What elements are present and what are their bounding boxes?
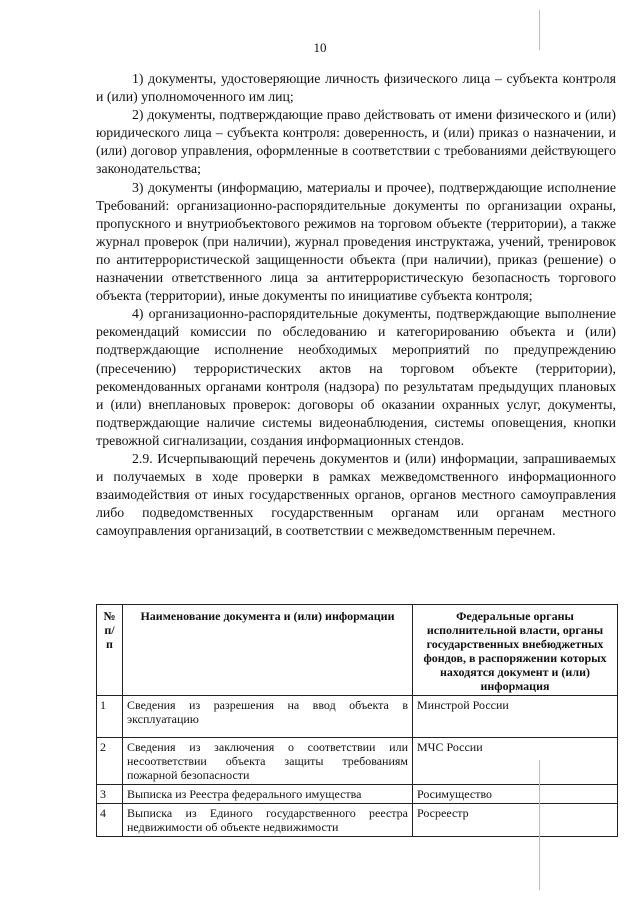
row-number: 2	[97, 738, 123, 785]
row-agency: Минстрой России	[413, 696, 618, 738]
paragraph-item-2: 2) документы, подтверждающие право действовать от имени физического и (или) юридического лица – субъекта контроля: доверенность, и (или) приказ о назначении, и (или) договор управления, оформленные в соответствии с требованиями действующего законодательства;	[96, 107, 616, 177]
header-agency: Федеральные органы исполнительной власти, органы государственных внебюджетных фондов, в распоряжении которых находятся документ и (или) информация	[413, 605, 618, 696]
body-text	[96, 70, 616, 540]
row-agency: Росреестр	[413, 804, 618, 837]
row-document-name: Выписка из Реестра федерального имущества	[123, 785, 413, 804]
scan-artifact-line	[539, 10, 540, 50]
paragraph-item-1: 1) документы, удостоверяющие личность физического лица – субъекта контроля и (или) уполномоченного им лиц;	[96, 71, 616, 105]
scan-artifact-line	[539, 760, 540, 890]
row-number: 3	[97, 785, 123, 804]
row-number: 4	[97, 804, 123, 837]
row-document-name: Выписка из Единого государственного реестра недвижимости об объекте недвижимости	[123, 804, 413, 837]
row-agency: МЧС России	[413, 738, 618, 785]
paragraph-item-4: 4) организационно-распорядительные документы, подтверждающие выполнение рекомендаций комиссии по обследованию и категорированию объекта и (или) подтверждающие исполнение необходимых мероприятий по предупреждению (пресечению) террористических актов на торговом объекте (территории), рекомендованных органами контроля (надзора) по результатам предыдущих плановых и (или) внеплановых проверок: договоры об оказании охранных услуг, документы, подтверждающие наличие системы видеонаблюдения, системы оповещения, кнопки тревожной сигнализации, создания информационных стендов.	[96, 306, 616, 448]
page-number: 10	[313, 40, 327, 55]
table-header-row	[97, 605, 618, 696]
row-number: 1	[97, 696, 123, 738]
row-document-name: Сведения из заключения о соответствии или несоответствии объекта защиты требованиям пожарной безопасности	[123, 738, 413, 785]
row-document-name: Сведения из разрешения на ввод объекта в эксплуатацию	[123, 696, 413, 738]
table-row	[97, 696, 618, 738]
header-number: № п/п	[97, 605, 123, 696]
header-document-name: Наименование документа и (или) информации	[123, 605, 413, 696]
paragraph-2-9: 2.9. Исчерпывающий перечень документов и (или) информации, запрашиваемых и получаемых в ходе проверки в рамках межведомственного информационного взаимодействия от иных государственных органов, органов местного самоуправления либо подведомственных государственным органам или органам местного самоуправления организаций, в соответствии с межведомственным перечнем.	[96, 450, 616, 539]
paragraph-item-3: 3) документы (информацию, материалы и прочее), подтверждающие исполнение Требований: организационно-распорядительные документы по организации охраны, пропускного и внутриобъектового режимов на торговом объекте (территории), а также журнал проверок (при наличии), журнал проведения инструктажа, учений, тренировок по антитеррористической защищенности объекта (при наличии), приказ (решение) о назначении ответственного лица за антитеррористическую безопасность торгового объекта (территории), иные документы по инициативе субъекта контроля;	[96, 179, 616, 304]
row-agency: Росимущество	[413, 785, 618, 804]
